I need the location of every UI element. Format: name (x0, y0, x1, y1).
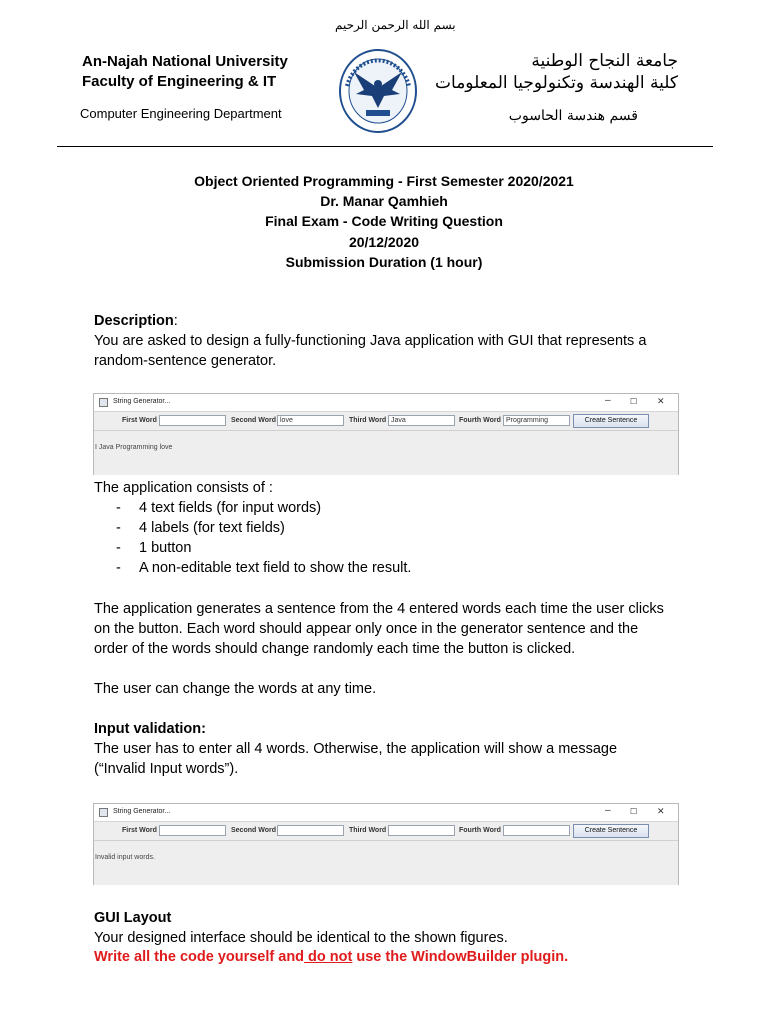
minimize-icon[interactable]: – (605, 805, 611, 816)
validation-heading: Input validation: (94, 721, 206, 737)
exam-type: Final Exam - Code Writing Question (265, 213, 503, 230)
create-sentence-button[interactable]: Create Sentence (573, 414, 649, 428)
app-window-invalid (93, 803, 679, 885)
java-app-icon (99, 808, 108, 817)
generates-paragraph: The application generates a sentence from the 4 entered words each time the user clicks on the button. Each word should appear only once in the generator sentence and the order of the words should change randomly each time the button is clicked. (94, 601, 664, 657)
result-field: I Java Programming love (95, 444, 173, 451)
warning-post: use the WindowBuilder plugin. (352, 949, 569, 965)
fourth-word-label: Fourth Word (459, 827, 501, 834)
warning-pre: Write all the code yourself and (94, 949, 305, 965)
faculty-ar: كلية الهندسة وتكنولوجيا المعلومات (435, 73, 678, 93)
close-icon[interactable]: ✕ (657, 806, 665, 816)
input-row (94, 824, 678, 839)
list-dash: - (116, 520, 121, 536)
first-word-field[interactable] (159, 825, 226, 836)
faculty-en: Faculty of Engineering & IT (82, 73, 277, 90)
create-sentence-button[interactable]: Create Sentence (573, 824, 649, 838)
minimize-icon[interactable]: – (605, 395, 611, 406)
validation-text: The user has to enter all 4 words. Otherwise, the application will show a message (“Invalid Input words”). (94, 741, 618, 777)
second-word-label: Second Word (231, 417, 276, 424)
first-word-field[interactable] (159, 415, 226, 426)
exam-instructor: Dr. Manar Qamhieh (320, 193, 448, 210)
description-label: Description (94, 313, 174, 329)
fourth-word-label: Fourth Word (459, 417, 501, 424)
maximize-icon[interactable]: ☐ (630, 807, 638, 816)
close-icon[interactable]: ✕ (657, 396, 665, 406)
list-dash: - (116, 500, 121, 516)
window-separator (94, 840, 678, 841)
result-field: Invalid input words. (95, 854, 155, 861)
exam-course: Object Oriented Programming - First Semester 2020/2021 (194, 173, 574, 189)
list-dash: - (116, 540, 121, 556)
exam-duration: Submission Duration (1 hour) (285, 253, 483, 270)
second-word-label: Second Word (231, 827, 276, 834)
second-word-field[interactable]: love (277, 415, 344, 426)
window-separator (94, 430, 678, 431)
gui-text: Your designed interface should be identical to the shown figures. (94, 930, 508, 946)
window-content (94, 821, 678, 885)
university-logo (338, 48, 418, 134)
third-word-field[interactable] (388, 825, 455, 836)
header-divider (57, 146, 713, 147)
university-ar: جامعة النجاح الوطنية (531, 51, 678, 71)
university-name-en (82, 52, 288, 92)
exam-date: 20/12/2020 (348, 233, 420, 250)
description-colon: : (173, 313, 178, 329)
window-title: String Generator... (113, 398, 171, 405)
third-word-label: Third Word (349, 417, 387, 424)
second-word-field[interactable] (277, 825, 344, 836)
gui-heading: GUI Layout (94, 910, 172, 926)
maximize-icon[interactable]: ☐ (630, 397, 638, 406)
input-row (94, 414, 678, 429)
warning-do-not: do not (304, 949, 353, 965)
java-app-icon (99, 398, 108, 407)
university-en: An-Najah National University (82, 53, 288, 70)
third-word-label: Third Word (349, 827, 387, 834)
description-heading (94, 311, 694, 331)
fourth-word-field[interactable] (503, 825, 570, 836)
window-titlebar (94, 804, 678, 821)
window-titlebar (94, 394, 678, 411)
window-content (94, 411, 678, 475)
third-word-field[interactable]: Java (388, 415, 455, 426)
basmala: بسم الله الرحمن الرحيم (335, 18, 456, 32)
window-title: String Generator... (113, 808, 171, 815)
app-window-example (93, 393, 679, 475)
change-paragraph: The user can change the words at any time. (94, 681, 377, 697)
university-name-ar (435, 50, 678, 94)
department-ar: قسم هندسة الحاسوب (508, 108, 638, 124)
first-word-label: First Word (122, 417, 157, 424)
department-en: Computer Engineering Department (80, 106, 282, 121)
warning-text (94, 947, 694, 967)
description-text: You are asked to design a fully-functioning Java application with GUI that represents a random-sentence generator. (94, 333, 647, 369)
first-word-label: First Word (122, 827, 157, 834)
fourth-word-field[interactable]: Programming (503, 415, 570, 426)
consists-intro: The application consists of : (94, 480, 273, 496)
exam-heading (0, 171, 768, 272)
list-dash: - (116, 560, 121, 576)
